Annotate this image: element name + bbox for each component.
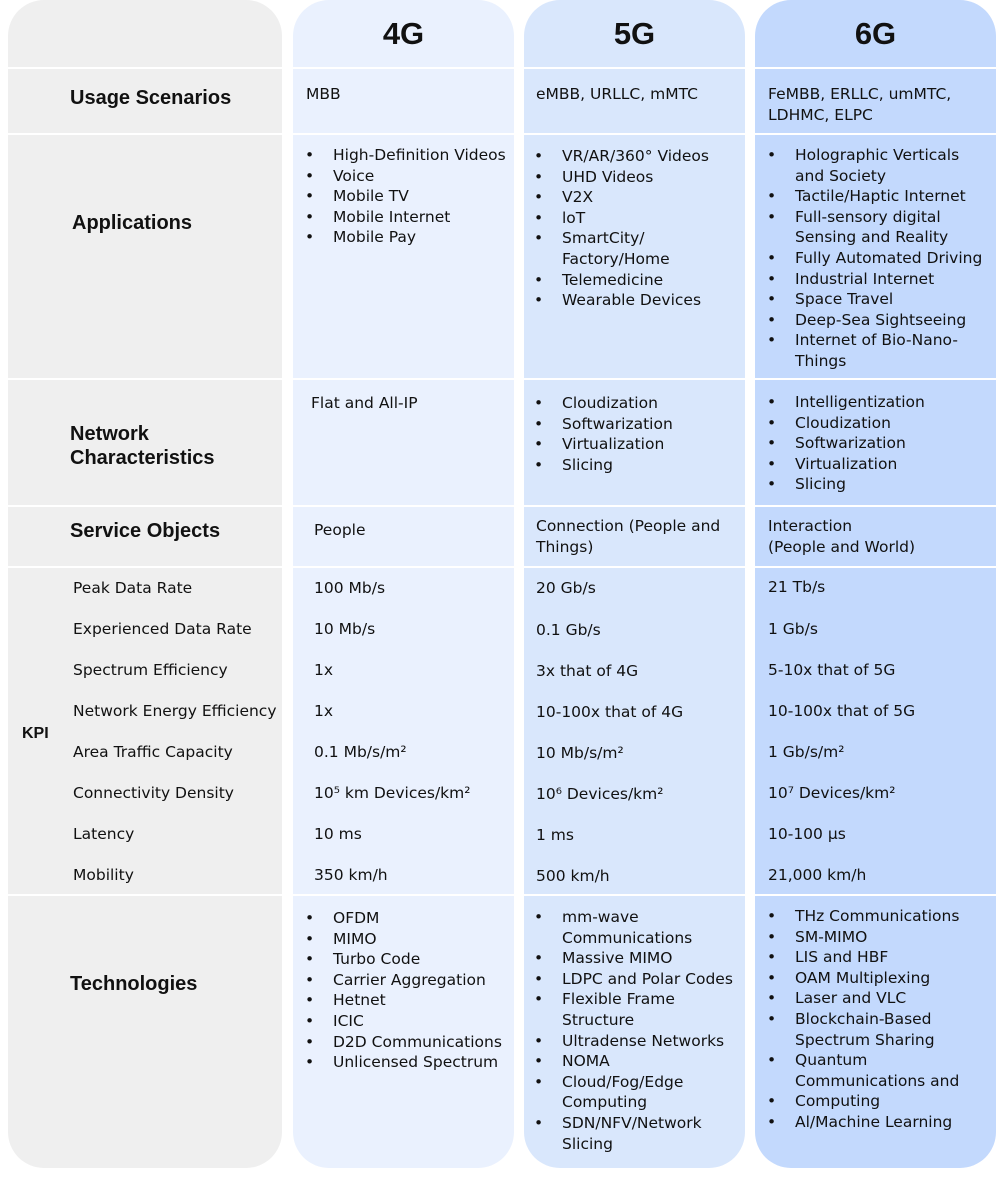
network-label-line1: Network bbox=[70, 423, 149, 445]
list-item: • Virtualization bbox=[767, 454, 987, 475]
list-item: • Flexible Frame Structure bbox=[534, 989, 712, 1030]
usage-scenarios-label: Usage Scenarios bbox=[70, 87, 232, 109]
row-divider bbox=[8, 378, 996, 380]
service-objects-label: Service Objects bbox=[70, 520, 221, 542]
kpi-name-latency: Latency bbox=[73, 825, 135, 843]
kpi-value-6g: 1 Gb/s bbox=[768, 620, 818, 638]
list-item: • Laser and VLC bbox=[767, 988, 993, 1009]
list-item: • Ultradense Networks bbox=[534, 1031, 739, 1052]
service-5g-line1: Connection (People and bbox=[536, 517, 721, 535]
list-item: • V2X bbox=[534, 187, 739, 208]
kpi-value-4g: 10 ms bbox=[314, 825, 362, 843]
kpi-value-5g: 0.1 Gb/s bbox=[536, 621, 601, 639]
kpi-value-4g: 100 Mb/s bbox=[314, 579, 386, 597]
list-item: • Mobile Pay bbox=[305, 227, 515, 248]
kpi-value-4g: 350 km/h bbox=[314, 866, 388, 884]
usage-6g-line1: FeMBB, ERLLC, umMTC, bbox=[768, 85, 952, 103]
row-divider bbox=[8, 894, 996, 896]
row-divider bbox=[8, 566, 996, 568]
applications-6g-list bbox=[767, 145, 993, 372]
list-item: • loT bbox=[534, 208, 739, 229]
list-item: • Industrial Internet bbox=[767, 269, 993, 290]
network-5g-list bbox=[534, 393, 739, 475]
network-label-line2: Characteristics bbox=[70, 447, 215, 469]
list-item: • mm-wave Communications bbox=[534, 907, 712, 948]
kpi-value-5g: 10-100x that of 4G bbox=[536, 703, 684, 721]
kpi-name-connectivity-density: Connectivity Density bbox=[73, 784, 234, 802]
kpi-value-6g: 1 Gb/s/m² bbox=[768, 743, 845, 761]
kpi-label: KPI bbox=[22, 725, 49, 742]
applications-label: Applications bbox=[72, 212, 193, 234]
list-item: • Fully Automated Driving bbox=[767, 248, 993, 269]
list-item: • UHD Videos bbox=[534, 167, 739, 188]
list-item: • Telemedicine bbox=[534, 270, 739, 291]
list-item: • LDPC and Polar Codes bbox=[534, 969, 739, 990]
list-item: • Voice bbox=[305, 166, 515, 187]
kpi-value-6g: 10-100x that of 5G bbox=[768, 702, 916, 720]
service-4g: People bbox=[314, 521, 366, 539]
list-item: • Intelligentization bbox=[767, 392, 987, 413]
list-item: • Holographic Verticals and Society bbox=[767, 145, 970, 186]
kpi-value-6g: 10-100 µs bbox=[768, 825, 846, 843]
list-item: • Mobile TV bbox=[305, 186, 515, 207]
list-item: • LIS and HBF bbox=[767, 947, 993, 968]
list-item: • Unlicensed Spectrum bbox=[305, 1052, 515, 1073]
list-item: • SM-MIMO bbox=[767, 927, 993, 948]
list-item: • Al/Machine Learning bbox=[767, 1112, 993, 1133]
technologies-label: Technologies bbox=[70, 973, 198, 995]
applications-5g-list bbox=[534, 146, 739, 311]
applications-4g-list bbox=[305, 145, 515, 248]
list-item: • ICIC bbox=[305, 1011, 515, 1032]
list-item: • Turbo Code bbox=[305, 949, 515, 970]
list-item: • Blockchain-Based Spectrum Sharing bbox=[767, 1009, 955, 1050]
list-item: • Cloudization bbox=[534, 393, 739, 414]
row-divider bbox=[8, 133, 996, 135]
list-item: • Hetnet bbox=[305, 990, 515, 1011]
list-item: • NOMA bbox=[534, 1051, 739, 1072]
kpi-name-area-traffic-capacity: Area Traffic Capacity bbox=[73, 743, 233, 761]
service-6g-line2: (People and World) bbox=[768, 537, 916, 556]
service-5g bbox=[536, 516, 720, 557]
kpi-value-6g: 21 Tb/s bbox=[768, 578, 826, 596]
network-characteristics-label bbox=[70, 422, 215, 470]
header-4g: 4G bbox=[382, 16, 425, 51]
service-6g bbox=[768, 516, 915, 557]
kpi-value-4g: 10 Mb/s bbox=[314, 620, 376, 638]
list-item: • Wearable Devices bbox=[534, 290, 739, 311]
service-6g-line1: Interaction bbox=[768, 517, 853, 535]
usage-5g: eMBB, URLLC, mMTC bbox=[536, 85, 698, 103]
list-item: • Softwarization bbox=[767, 433, 987, 454]
kpi-value-5g: 500 km/h bbox=[536, 867, 610, 885]
kpi-name-spectrum-efficiency: Spectrum Efficiency bbox=[73, 661, 228, 679]
usage-6g-line2: LDHMC, ELPC bbox=[768, 105, 873, 124]
list-item: • Slicing bbox=[767, 474, 987, 495]
kpi-value-5g: 20 Gb/s bbox=[536, 579, 596, 597]
kpi-name-network-energy-efficiency: Network Energy Efficiency bbox=[73, 702, 277, 720]
list-item: • D2D Communications bbox=[305, 1032, 515, 1053]
network-6g-list bbox=[767, 392, 987, 495]
kpi-value-6g: 10⁷ Devices/km² bbox=[768, 784, 896, 802]
technologies-4g-list bbox=[305, 908, 515, 1073]
kpi-value-5g: 1 ms bbox=[536, 826, 574, 844]
list-item: • Cloud/Fog/Edge Computing bbox=[534, 1072, 712, 1113]
list-item: • Massive MIMO bbox=[534, 948, 739, 969]
list-item: • THz Communications bbox=[767, 906, 993, 927]
kpi-name-mobility: Mobility bbox=[73, 866, 134, 884]
list-item: • Deep-Sea Sightseeing bbox=[767, 310, 993, 331]
service-5g-line2: Things) bbox=[536, 537, 594, 556]
list-item: • Quantum Communications and bbox=[767, 1050, 975, 1091]
list-item: • Carrier Aggregation bbox=[305, 970, 515, 991]
list-item: • Tactile/Haptic Internet bbox=[767, 186, 993, 207]
list-item: • Internet of Bio-Nano-Things bbox=[767, 330, 970, 371]
kpi-value-5g: 10 Mb/s/m² bbox=[536, 744, 624, 762]
kpi-name-experienced-data-rate: Experienced Data Rate bbox=[73, 620, 252, 638]
kpi-value-6g: 21,000 km/h bbox=[768, 866, 867, 884]
list-item: • MIMO bbox=[305, 929, 515, 950]
list-item: • SmartCity/ Factory/Home bbox=[534, 228, 692, 269]
kpi-value-4g: 0.1 Mb/s/m² bbox=[314, 743, 407, 761]
technologies-5g-list bbox=[534, 907, 739, 1154]
list-item: • Cloudization bbox=[767, 413, 987, 434]
technologies-6g-list bbox=[767, 906, 993, 1133]
row-divider bbox=[8, 505, 996, 507]
kpi-value-4g: 1x bbox=[314, 661, 334, 679]
kpi-value-6g: 5-10x that of 5G bbox=[768, 661, 896, 679]
list-item: • SDN/NFV/Network Slicing bbox=[534, 1113, 722, 1154]
list-item: • High-Definition Videos bbox=[305, 145, 515, 166]
list-item: • Mobile Internet bbox=[305, 207, 515, 228]
list-item: • Virtualization bbox=[534, 434, 739, 455]
kpi-name-peak-data-rate: Peak Data Rate bbox=[73, 579, 193, 597]
kpi-value-4g: 1x bbox=[314, 702, 334, 720]
list-item: • Space Travel bbox=[767, 289, 993, 310]
kpi-value-5g: 10⁶ Devices/km² bbox=[536, 785, 664, 803]
list-item: • OAM Multiplexing bbox=[767, 968, 993, 989]
list-item: • OFDM bbox=[305, 908, 515, 929]
usage-4g: MBB bbox=[306, 85, 341, 103]
list-item: • Softwarization bbox=[534, 414, 739, 435]
header-5g: 5G bbox=[613, 16, 656, 51]
kpi-value-5g: 3x that of 4G bbox=[536, 662, 639, 680]
header-6g: 6G bbox=[854, 16, 897, 51]
usage-6g bbox=[768, 84, 951, 125]
network-4g: Flat and All-IP bbox=[311, 394, 418, 412]
list-item: • VR/AR/360° Videos bbox=[534, 146, 739, 167]
kpi-value-4g: 10⁵ km Devices/km² bbox=[314, 784, 471, 802]
list-item: • Slicing bbox=[534, 455, 739, 476]
list-item: • Computing bbox=[767, 1091, 993, 1112]
list-item: • Full-sensory digital Sensing and Reality bbox=[767, 207, 975, 248]
